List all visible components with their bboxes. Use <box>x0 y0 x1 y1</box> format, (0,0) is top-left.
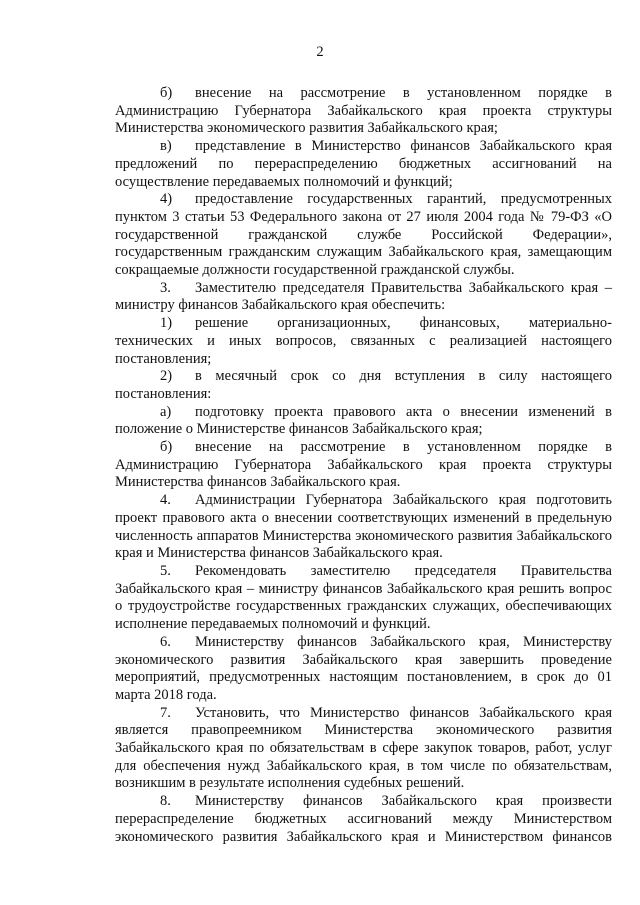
paragraph-number: а) <box>160 403 172 420</box>
paragraph-text: внесение на рассмотрение в установленном порядке в Администрацию Губернатора Забайкальского края проекта структуры Министерства финансов Забайкальского края. <box>115 439 612 491</box>
paragraph-number: 4. <box>160 492 171 509</box>
paragraph-number: 1) <box>160 315 173 332</box>
page-number: 2 <box>316 44 324 60</box>
paragraph-4-administration <box>115 492 612 563</box>
paragraph-text: представление в Министерство финансов Забайкальского края предложений по перераспределению бюджетных ассигнований на осуществление передаваемых полномочий и функций; <box>115 138 612 190</box>
paragraph-number: 6. <box>160 633 171 650</box>
paragraph-b-structure-econ <box>115 85 612 138</box>
paragraph-text: подготовку проекта правового акта о внесении изменений в положение о Министерстве финансов Забайкальского края; <box>115 403 612 438</box>
paragraph-text: Администрации Губернатора Забайкальского края подготовить проект правового акта о внесении соответствующих изменений в предельную численность аппаратов Министерства экономического развития Забайкальского края и Министерства финансов Забайкальского края. <box>115 492 612 562</box>
paragraph-text: Министерству финансов Забайкальского края произвести перераспределение бюджетных ассигнований между Министерством экономического развития Забайкальского края и Министерством финансов <box>115 793 612 845</box>
paragraph-text: внесение на рассмотрение в установленном порядке в Администрацию Губернатора Забайкальского края проекта структуры Министерства экономического развития Забайкальского края; <box>115 85 612 137</box>
paragraph-number: 5. <box>160 562 171 579</box>
paragraph-a-legal-act <box>115 404 612 439</box>
paragraph-7-successor <box>115 705 612 794</box>
paragraph-number: 4) <box>160 191 173 208</box>
paragraph-5-recommend <box>115 563 612 634</box>
paragraph-text: Министерству финансов Забайкальского края, Министерству экономического развития Забайкальского края завершить проведение мероприятий, предусмотренных настоящим постановлением, в срок до 01 марта 2018 года. <box>115 633 612 703</box>
paragraph-b-structure-finance <box>115 439 612 492</box>
paragraph-6-complete-measures <box>115 634 612 705</box>
document-body <box>115 85 612 846</box>
paragraph-number: в) <box>160 138 172 155</box>
paragraph-number: 8. <box>160 793 171 810</box>
paragraph-number: б) <box>160 439 173 456</box>
paragraph-number: 3. <box>160 279 171 296</box>
paragraph-v-proposals <box>115 138 612 191</box>
paragraph-1-organizational <box>115 315 612 368</box>
paragraph-8-redistribution <box>115 793 612 846</box>
paragraph-3-deputy-chairman <box>115 280 612 315</box>
paragraph-2-monthly-term <box>115 368 612 403</box>
paragraph-text: Рекомендовать заместителю председателя Правительства Забайкальского края – министру финансов Забайкальского края решить вопрос о трудоустройстве государственных гражданских служащих, обеспечивающих исполнение передаваемых полномочий и функций. <box>115 562 612 633</box>
paragraph-text: решение организационных, финансовых, материально-технических и иных вопросов, связанных с реализацией настоящего постановления; <box>115 315 612 367</box>
paragraph-number: б) <box>160 85 173 101</box>
paragraph-text: предоставление государственных гарантий, предусмотренных пунктом 3 статьи 53 Федерального закона от 27 июля 2004 года № 79-ФЗ «О государственной гражданской службе Российской Федерации», государственным гражданским служащим Забайкальского края, замещающим сокращаемые должности государственной гражданской службы. <box>115 191 612 279</box>
paragraph-text: Заместителю председателя Правительства Забайкальского края – министру финансов Забайкальского края обеспечить: <box>115 279 612 314</box>
paragraph-text: Установить, что Министерство финансов Забайкальского края является правопреемником Министерства экономического развития Забайкальского края по обязательствам в сфере закупок товаров, работ, услуг для обеспечения нужд Забайкальского края, в том числе по обязательствам, возникшим в результате исполнения судебных решений. <box>115 704 612 792</box>
paragraph-number: 2) <box>160 368 173 385</box>
paragraph-number: 7. <box>160 704 171 721</box>
paragraph-4-guarantees <box>115 191 612 280</box>
paragraph-text: в месячный срок со дня вступления в силу настоящего постановления: <box>115 368 612 402</box>
